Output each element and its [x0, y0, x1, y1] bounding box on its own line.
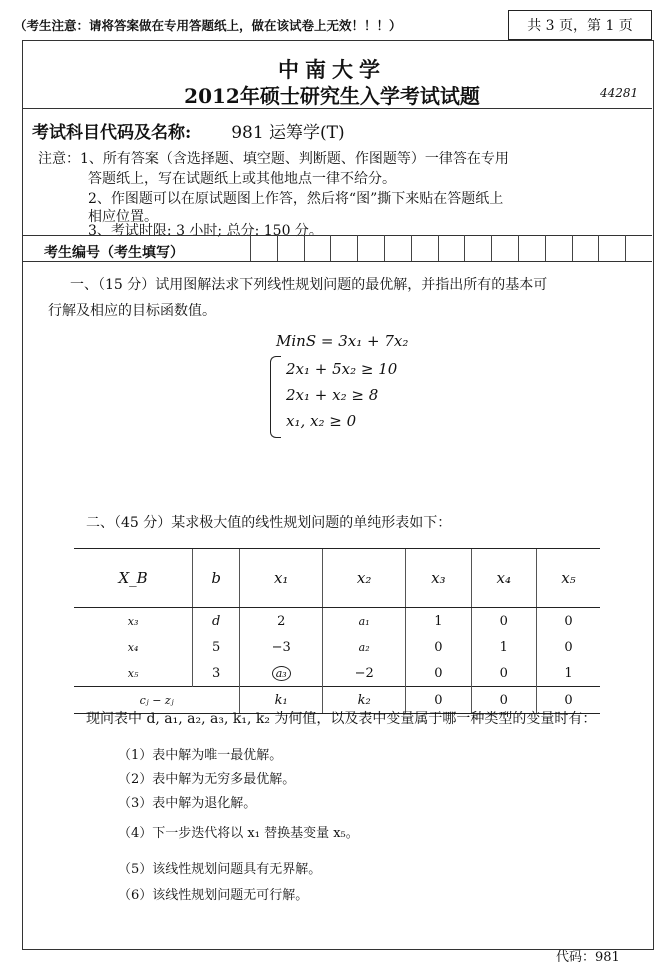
table-cell: 1	[471, 634, 536, 660]
table-cell: x₃	[127, 614, 139, 628]
header-cell: x₃	[406, 549, 471, 608]
simplex-table	[74, 548, 600, 714]
table-cell: 1	[406, 608, 471, 635]
table-cell: 0	[536, 687, 600, 714]
circled-a3: a₃	[272, 666, 291, 681]
table-cell: a₁	[323, 608, 406, 635]
student-id-label: 考生编号（考生填写）	[44, 245, 184, 261]
table-cell: d	[193, 608, 240, 635]
note-line: 2、作图题可以在原试题图上作答，然后将“图”撕下来贴在答题纸上	[88, 191, 504, 207]
subject-label: 考试科目代码及名称:	[32, 123, 192, 143]
table-cell	[240, 660, 323, 687]
note-line: 3、考试时限: 3 小时; 总分: 150 分。	[88, 223, 323, 239]
table-cell: 0	[471, 660, 536, 687]
constraint-brace	[270, 356, 281, 438]
constraint-1: 2x₁ + 5x₂ ≥ 10	[286, 360, 398, 378]
header-cell: x₄	[471, 549, 536, 608]
table-cell: k₁	[240, 687, 323, 714]
table-cell: −2	[323, 660, 406, 687]
header-cell: x₅	[536, 549, 600, 608]
option-item: （3）表中解为退化解。	[118, 796, 257, 811]
option-item: （2）表中解为无穷多最优解。	[118, 772, 296, 787]
table-cell: 3	[193, 660, 240, 687]
footer-code: 代码：981	[556, 950, 620, 965]
paper-code: 44281	[600, 86, 639, 100]
question-2-text: 二、（45 分）某求极大值的线性规划问题的单纯形表如下：	[86, 515, 452, 531]
page-info-box: 共 3 页，第 1 页	[508, 10, 652, 40]
question-2-ask: 现问表中 d, a₁, a₂, a₃, k₁, k₂ 为何值，以及表中变量属于哪一种类型的变量时有：	[86, 711, 597, 727]
constraint-3: x₁, x₂ ≥ 0	[286, 412, 357, 430]
table-row	[74, 660, 600, 687]
header-cell: X_B	[74, 549, 193, 608]
table-header-row	[74, 549, 600, 608]
table-cell: 0	[536, 608, 600, 635]
note-line: 注意：1、所有答案（含选择题、填空题、判断题、作图题等）一律答在专用	[38, 151, 509, 167]
table-cell: 0	[471, 687, 536, 714]
table-cell: 1	[536, 660, 600, 687]
subject-line	[32, 118, 345, 143]
header-cell: x₁	[240, 549, 323, 608]
table-cell: cⱼ − zⱼ	[74, 687, 240, 714]
exam-notice: （考生注意：请将答案做在专用答题纸上，做在该试卷上无效！！！）	[14, 18, 402, 33]
question-1-text: 一、（15 分）试用图解法求下列线性规划问题的最优解，并指出所有的基本可	[70, 277, 548, 293]
table-cell: 2	[240, 608, 323, 635]
exam-title: 2012年硕士研究生入学考试试题	[184, 84, 480, 108]
table-cell: x₄	[127, 640, 139, 654]
table-cell: 5	[193, 634, 240, 660]
table-row	[74, 634, 600, 660]
option-item: （1）表中解为唯一最优解。	[118, 748, 283, 763]
divider	[22, 261, 652, 262]
table-cell: 0	[406, 634, 471, 660]
question-1-text-cont: 行解及相应的目标函数值。	[48, 303, 216, 319]
header-cell: b	[193, 549, 240, 608]
table-cell: 0	[406, 687, 471, 714]
option-item: （5）该线性规划问题具有无界解。	[118, 862, 322, 877]
table-cell: 0	[536, 634, 600, 660]
divider	[22, 108, 652, 109]
objective-function: MinS = 3x₁ + 7x₂	[276, 332, 409, 350]
table-cell: k₂	[323, 687, 406, 714]
constraint-2: 2x₁ + x₂ ≥ 8	[286, 386, 379, 404]
table-cell: 0	[471, 608, 536, 635]
university-name: 中南大学	[278, 57, 386, 82]
subject-value: 981 运筹学(T)	[231, 123, 345, 143]
table-cell: 0	[406, 660, 471, 687]
option-item: （4）下一步迭代将以 x₁ 替换基变量 x₅。	[118, 826, 359, 841]
table-cell: −3	[240, 634, 323, 660]
header-cell: x₂	[323, 549, 406, 608]
option-item: （6）该线性规划问题无可行解。	[118, 888, 309, 903]
table-cell: x₅	[127, 666, 139, 680]
note-line: 相应位置。	[88, 209, 158, 225]
table-cell: a₂	[323, 634, 406, 660]
table-row	[74, 608, 600, 635]
student-id-grid[interactable]	[250, 235, 652, 261]
note-line: 答题纸上，写在试题纸上或其他地点一律不给分。	[88, 171, 396, 187]
